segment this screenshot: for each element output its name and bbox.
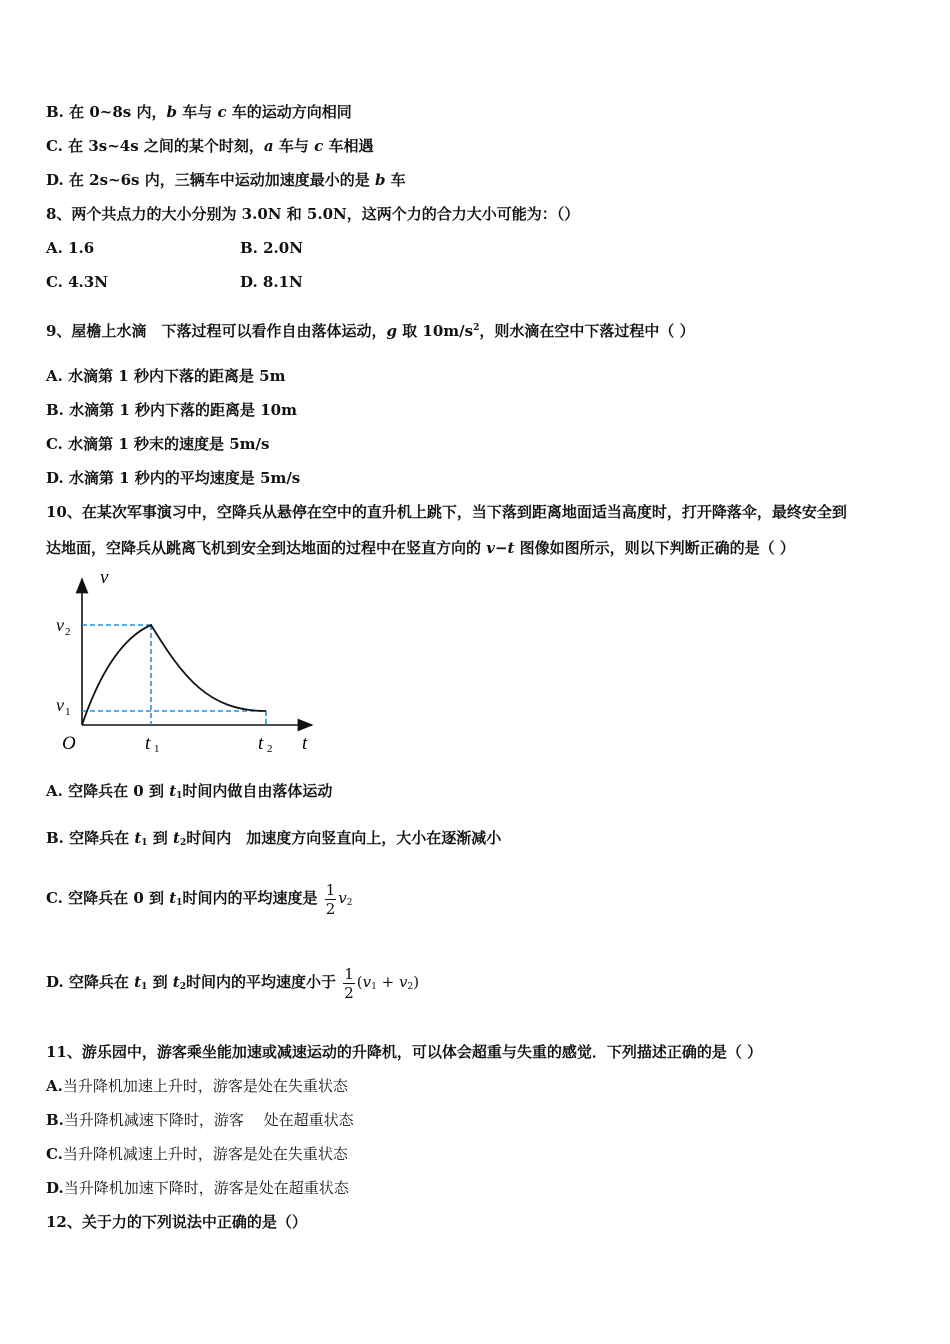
q7-option-b: B. 在 0~8s 内，b 车与 c 车的运动方向相同 [46, 103, 352, 121]
q8-option-c: C. 4.3N [46, 273, 108, 291]
q11-option-d: D.当升降机加速下降时，游客是处在超重状态 [46, 1179, 349, 1197]
q9-option-d: D. 水滴第 1 秒内的平均速度是 5m/s [46, 469, 301, 487]
y-axis-label: v [100, 567, 109, 588]
q8-option-d: D. 8.1N [240, 273, 303, 291]
q8-option-a: A. 1.6 [46, 239, 95, 257]
origin-label: O [62, 733, 76, 754]
t2-label: t [258, 733, 264, 754]
q9-option-a: A. 水滴第 1 秒内下落的距离是 5m [46, 367, 286, 385]
q11-option-c: C.当升降机减速上升时，游客是处在失重状态 [46, 1145, 348, 1163]
v2-label: v [56, 615, 64, 635]
guide-lines [82, 625, 266, 725]
q9-stem: 9、屋檐上水滴 下落过程可以看作自由落体运动，g 取 $10m/s^2$，则水滴在空中下落过程中（ ） [46, 322, 695, 340]
q10-stem-line2: 达地面，空降兵从跳离飞机到安全到达地面的过程中在竖直方向的 v−t 图像如图所示，则以下判断正确的是（ ） [46, 539, 795, 557]
q10-option-d: D. 空降兵在 $t_1$ 到 $t_2$时间内的平均速度小于 $\frac{1}{2}$ $(v_1 + v_2)$ [46, 964, 420, 1002]
q10-option-c: C. 空降兵在 0 到 $t_1$时间内的平均速度是 $\frac{1}{2}$ $v_2$ [46, 880, 353, 918]
q7-option-d: D. 在 2s~6s 内，三辆车中运动加速度最小的是 b 车 [46, 171, 406, 189]
q11-option-b: B.当升降机减速下降时，游客 处在超重状态 [46, 1111, 354, 1129]
fraction-one-half: $\frac{1}{2}$ [344, 964, 354, 1002]
q12-stem: 12、关于力的下列说法中正确的是（） [46, 1213, 307, 1231]
t1-label-sub: 1 [154, 743, 160, 755]
v1-label-sub: 1 [65, 706, 71, 718]
q8-stem: 8、两个共点力的大小分别为 3.0N 和 5.0N，这两个力的合力大小可能为：（） [46, 205, 580, 223]
q10-stem-line1: 10、在某次军事演习中，空降兵从悬停在空中的直升机上跳下，当下落到距离地面适当高度时，打开降落伞，最终安全到 [46, 503, 847, 521]
q7-option-c: C. 在 3s~4s 之间的某个时刻，a 车与 c 车相遇 [46, 137, 374, 155]
v1-label: v [56, 695, 64, 715]
q10-option-a: A. 空降兵在 0 到 $t_1$时间内做自由落体运动 [46, 782, 333, 801]
vt-graph [48, 565, 318, 755]
q9-option-b: B. 水滴第 1 秒内下落的距离是 10m [46, 401, 297, 419]
q9-option-c: C. 水滴第 1 秒末的速度是 5m/s [46, 435, 270, 453]
q11-option-a: A.当升降机加速上升时，游客是处在失重状态 [46, 1077, 348, 1095]
fraction-one-half: $\frac{1}{2}$ [325, 880, 336, 918]
x-axis-label: t [302, 733, 308, 754]
q10-option-b: B. 空降兵在 $t_1$ 到 $t_2$时间内 加速度方向竖直向上，大小在逐渐减小 [46, 829, 502, 848]
velocity-curve [82, 625, 266, 725]
t2-label-sub: 2 [267, 743, 273, 755]
v2-label-sub: 2 [65, 626, 71, 638]
t1-label: t [145, 733, 151, 754]
q11-stem: 11、游乐园中，游客乘坐能加速或减速运动的升降机，可以体会超重与失重的感觉．下列描述正确的是（ ） [46, 1043, 763, 1061]
q8-option-b: B. 2.0N [240, 239, 303, 257]
